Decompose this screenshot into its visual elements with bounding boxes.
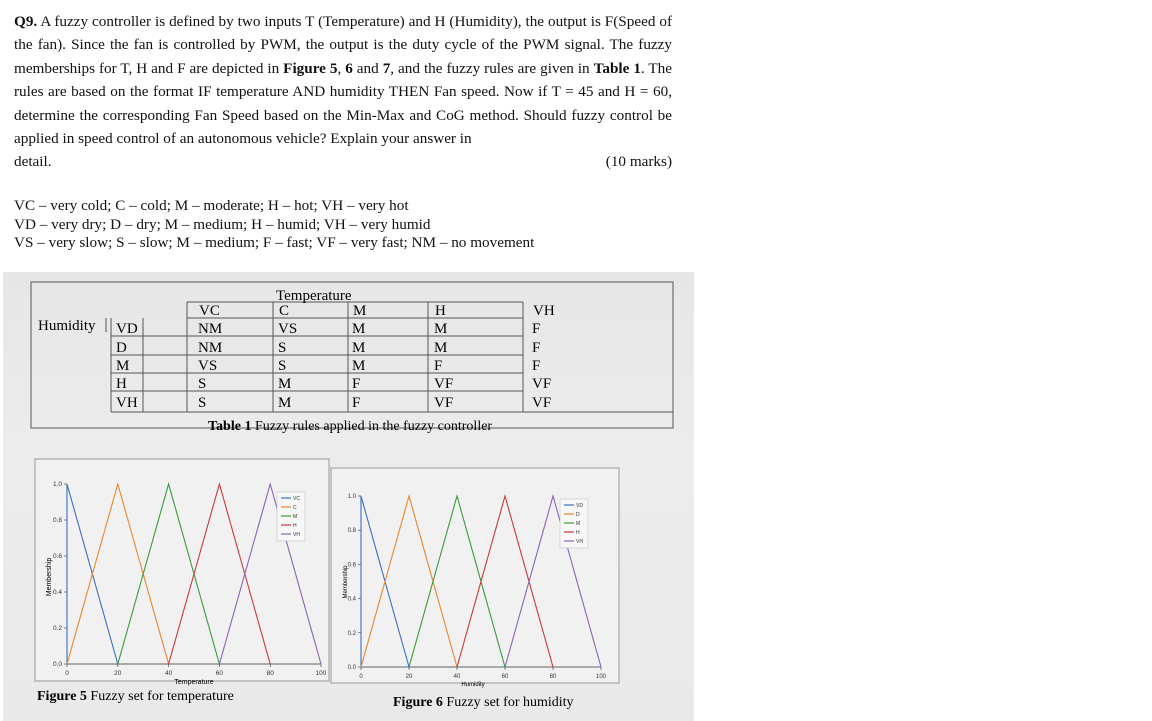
x-tick-label: 100	[315, 670, 327, 677]
y-tick-label: 0.6	[52, 553, 62, 560]
x-tick-label: 40	[164, 670, 173, 677]
table-cell: M	[352, 321, 366, 337]
table-cell: S	[198, 395, 207, 411]
y-tick-label: 0.8	[347, 528, 356, 535]
x-tick-label: 60	[501, 674, 509, 680]
table-body	[116, 321, 551, 411]
x-tick-label: 100	[595, 674, 607, 680]
x-tick-label: 0	[359, 674, 363, 680]
humidity-membership-chart	[331, 468, 619, 710]
table-1-reference: Table 1	[593, 59, 641, 77]
x-tick-label: 0	[65, 670, 69, 677]
y-tick-label: 0.2	[52, 625, 62, 632]
legend-entry: VH	[293, 532, 300, 538]
x-tick-label: 80	[266, 670, 274, 677]
question-seg3: and	[352, 59, 383, 77]
chart1-ylabel: Membership	[46, 557, 53, 597]
table-cell: M	[352, 340, 366, 356]
temperature-membership-chart	[35, 459, 329, 704]
y-tick-label: 0.6	[347, 562, 356, 569]
figure-6-caption-label: Figure 6	[393, 695, 443, 710]
table-cell: VF	[434, 376, 454, 392]
question-seg1: A fuzzy controller is defined by two inputs T (Temperature) and H (Humidity), the output is F(Speed of the fan). Since the fan is controlled by PWM, the output is the duty cycle of the PWM signal. The fuzzy memberships for T, H and F are depicted in	[14, 13, 672, 77]
table-caption-text: Fuzzy rules applied in the fuzzy controller	[251, 419, 493, 434]
table-temperature-headers	[199, 303, 555, 319]
question-seg5: . The rules are based on the format IF temperature AND humidity THEN Fan speed. Now if T = 45 and H = 60, determine the corresponding Fan Speed based on the Min-Max and CoG method. Should fuzzy control be applied in speed control of an autonomous vehicle? Explain your answer in	[14, 59, 673, 148]
question-text	[14, 10, 672, 173]
y-tick-label: 0.8	[52, 517, 62, 524]
question-number: Q9.	[14, 13, 38, 30]
y-tick-label: 0.4	[347, 596, 356, 603]
legend-entry: H	[576, 530, 580, 536]
table-cell: S	[198, 376, 207, 392]
table-temperature-label: Temperature	[276, 288, 352, 304]
chart2-ylabel: Membership	[343, 565, 349, 599]
table-cell: M	[434, 321, 448, 337]
chart2-legend	[560, 499, 588, 548]
figure-5-caption-text: Fuzzy set for temperature	[86, 689, 234, 704]
table-cell: M	[434, 340, 448, 356]
table-humidity-category: VD	[116, 321, 138, 337]
x-tick-label: 20	[405, 674, 413, 680]
table-cell: F	[532, 321, 541, 337]
table-cell: S	[278, 340, 287, 356]
figure-5-caption	[37, 689, 234, 704]
legend-entry: M	[293, 514, 298, 520]
chart2-xlabel: Humidity	[461, 682, 485, 688]
table-cell: VS	[198, 358, 218, 374]
y-tick-label: 1.0	[52, 481, 62, 488]
question-tail-word: detail.	[14, 153, 52, 171]
table-humidity-label: Humidity	[38, 318, 96, 334]
legend-entry: H	[293, 523, 297, 529]
question-seg2: ,	[337, 59, 346, 77]
legend-temperature: VC – very cold; C – cold; M – moderate; H – hot; VH – very hot	[14, 197, 409, 214]
table-humidity-category: M	[116, 358, 130, 374]
x-tick-label: 40	[453, 674, 461, 680]
legend-humidity: VD – very dry; D – dry; M – medium; H – humid; VH – very humid	[14, 215, 431, 233]
table-cell: F	[352, 395, 361, 411]
table-cell: F	[532, 358, 541, 374]
table-cell: VF	[532, 376, 552, 392]
x-tick-label: 60	[215, 670, 224, 677]
figure-7-reference: 7	[382, 59, 391, 77]
x-tick-label: 20	[114, 670, 122, 677]
question-tail	[14, 150, 672, 173]
table-humidity-category: VH	[116, 395, 138, 411]
legend-entry: M	[576, 521, 581, 527]
legend-entry: VD	[576, 503, 583, 509]
marks-label: (10 marks)	[605, 153, 672, 171]
table-cell: S	[278, 358, 287, 374]
figure-6-reference: 6	[345, 59, 353, 77]
table-humidity-category: H	[116, 376, 127, 392]
figure-5-reference: Figure 5	[283, 59, 338, 77]
y-tick-label: 0.4	[52, 589, 62, 596]
figure-6-caption	[393, 695, 574, 710]
figure-5-caption-label: Figure 5	[37, 689, 87, 704]
table-temp-header: VH	[533, 303, 555, 319]
table-caption	[208, 419, 492, 434]
table-temp-header: H	[435, 303, 446, 319]
y-tick-label: 1.0	[347, 494, 356, 500]
table-cell: VS	[278, 321, 298, 337]
table-cell: NM	[198, 321, 223, 337]
table-caption-label: Table 1	[208, 419, 252, 434]
y-tick-label: 0.0	[347, 665, 356, 671]
question-seg4: , and the fuzzy rules are given in	[390, 59, 594, 77]
legend-entry: VC	[293, 496, 300, 502]
table-cell: M	[352, 358, 366, 374]
x-tick-label: 80	[549, 674, 557, 680]
legend-entry: D	[576, 512, 580, 518]
table-temp-header: M	[353, 303, 367, 319]
abbreviation-legend	[14, 197, 534, 253]
table-cell: M	[278, 395, 292, 411]
y-tick-label: 0.0	[52, 661, 62, 668]
chart1-xlabel: Temperature	[174, 679, 214, 686]
table-cell: M	[278, 376, 292, 392]
fuzzy-rules-table	[31, 282, 673, 434]
figure-6-caption-text: Fuzzy set for humidity	[442, 695, 574, 710]
y-tick-label: 0.2	[347, 630, 356, 637]
photographed-figures	[3, 272, 694, 721]
table-temp-header: C	[279, 303, 290, 319]
legend-entry: VH	[576, 539, 583, 545]
table-cell: F	[352, 376, 361, 392]
legend-entry: C	[293, 505, 297, 511]
legend-fan-speed: VS – very slow; S – slow; M – medium; F – fast; VF – very fast; NM – no movement	[14, 234, 535, 252]
table-cell: NM	[198, 340, 223, 356]
table-cell: F	[532, 340, 541, 356]
table-cell: VF	[532, 395, 552, 411]
chart1-legend	[277, 492, 305, 541]
table-cell: VF	[434, 395, 454, 411]
table-humidity-category: D	[116, 340, 127, 356]
table-temp-header: VC	[199, 303, 220, 319]
figures-svg	[3, 272, 694, 721]
table-cell: F	[434, 358, 443, 374]
